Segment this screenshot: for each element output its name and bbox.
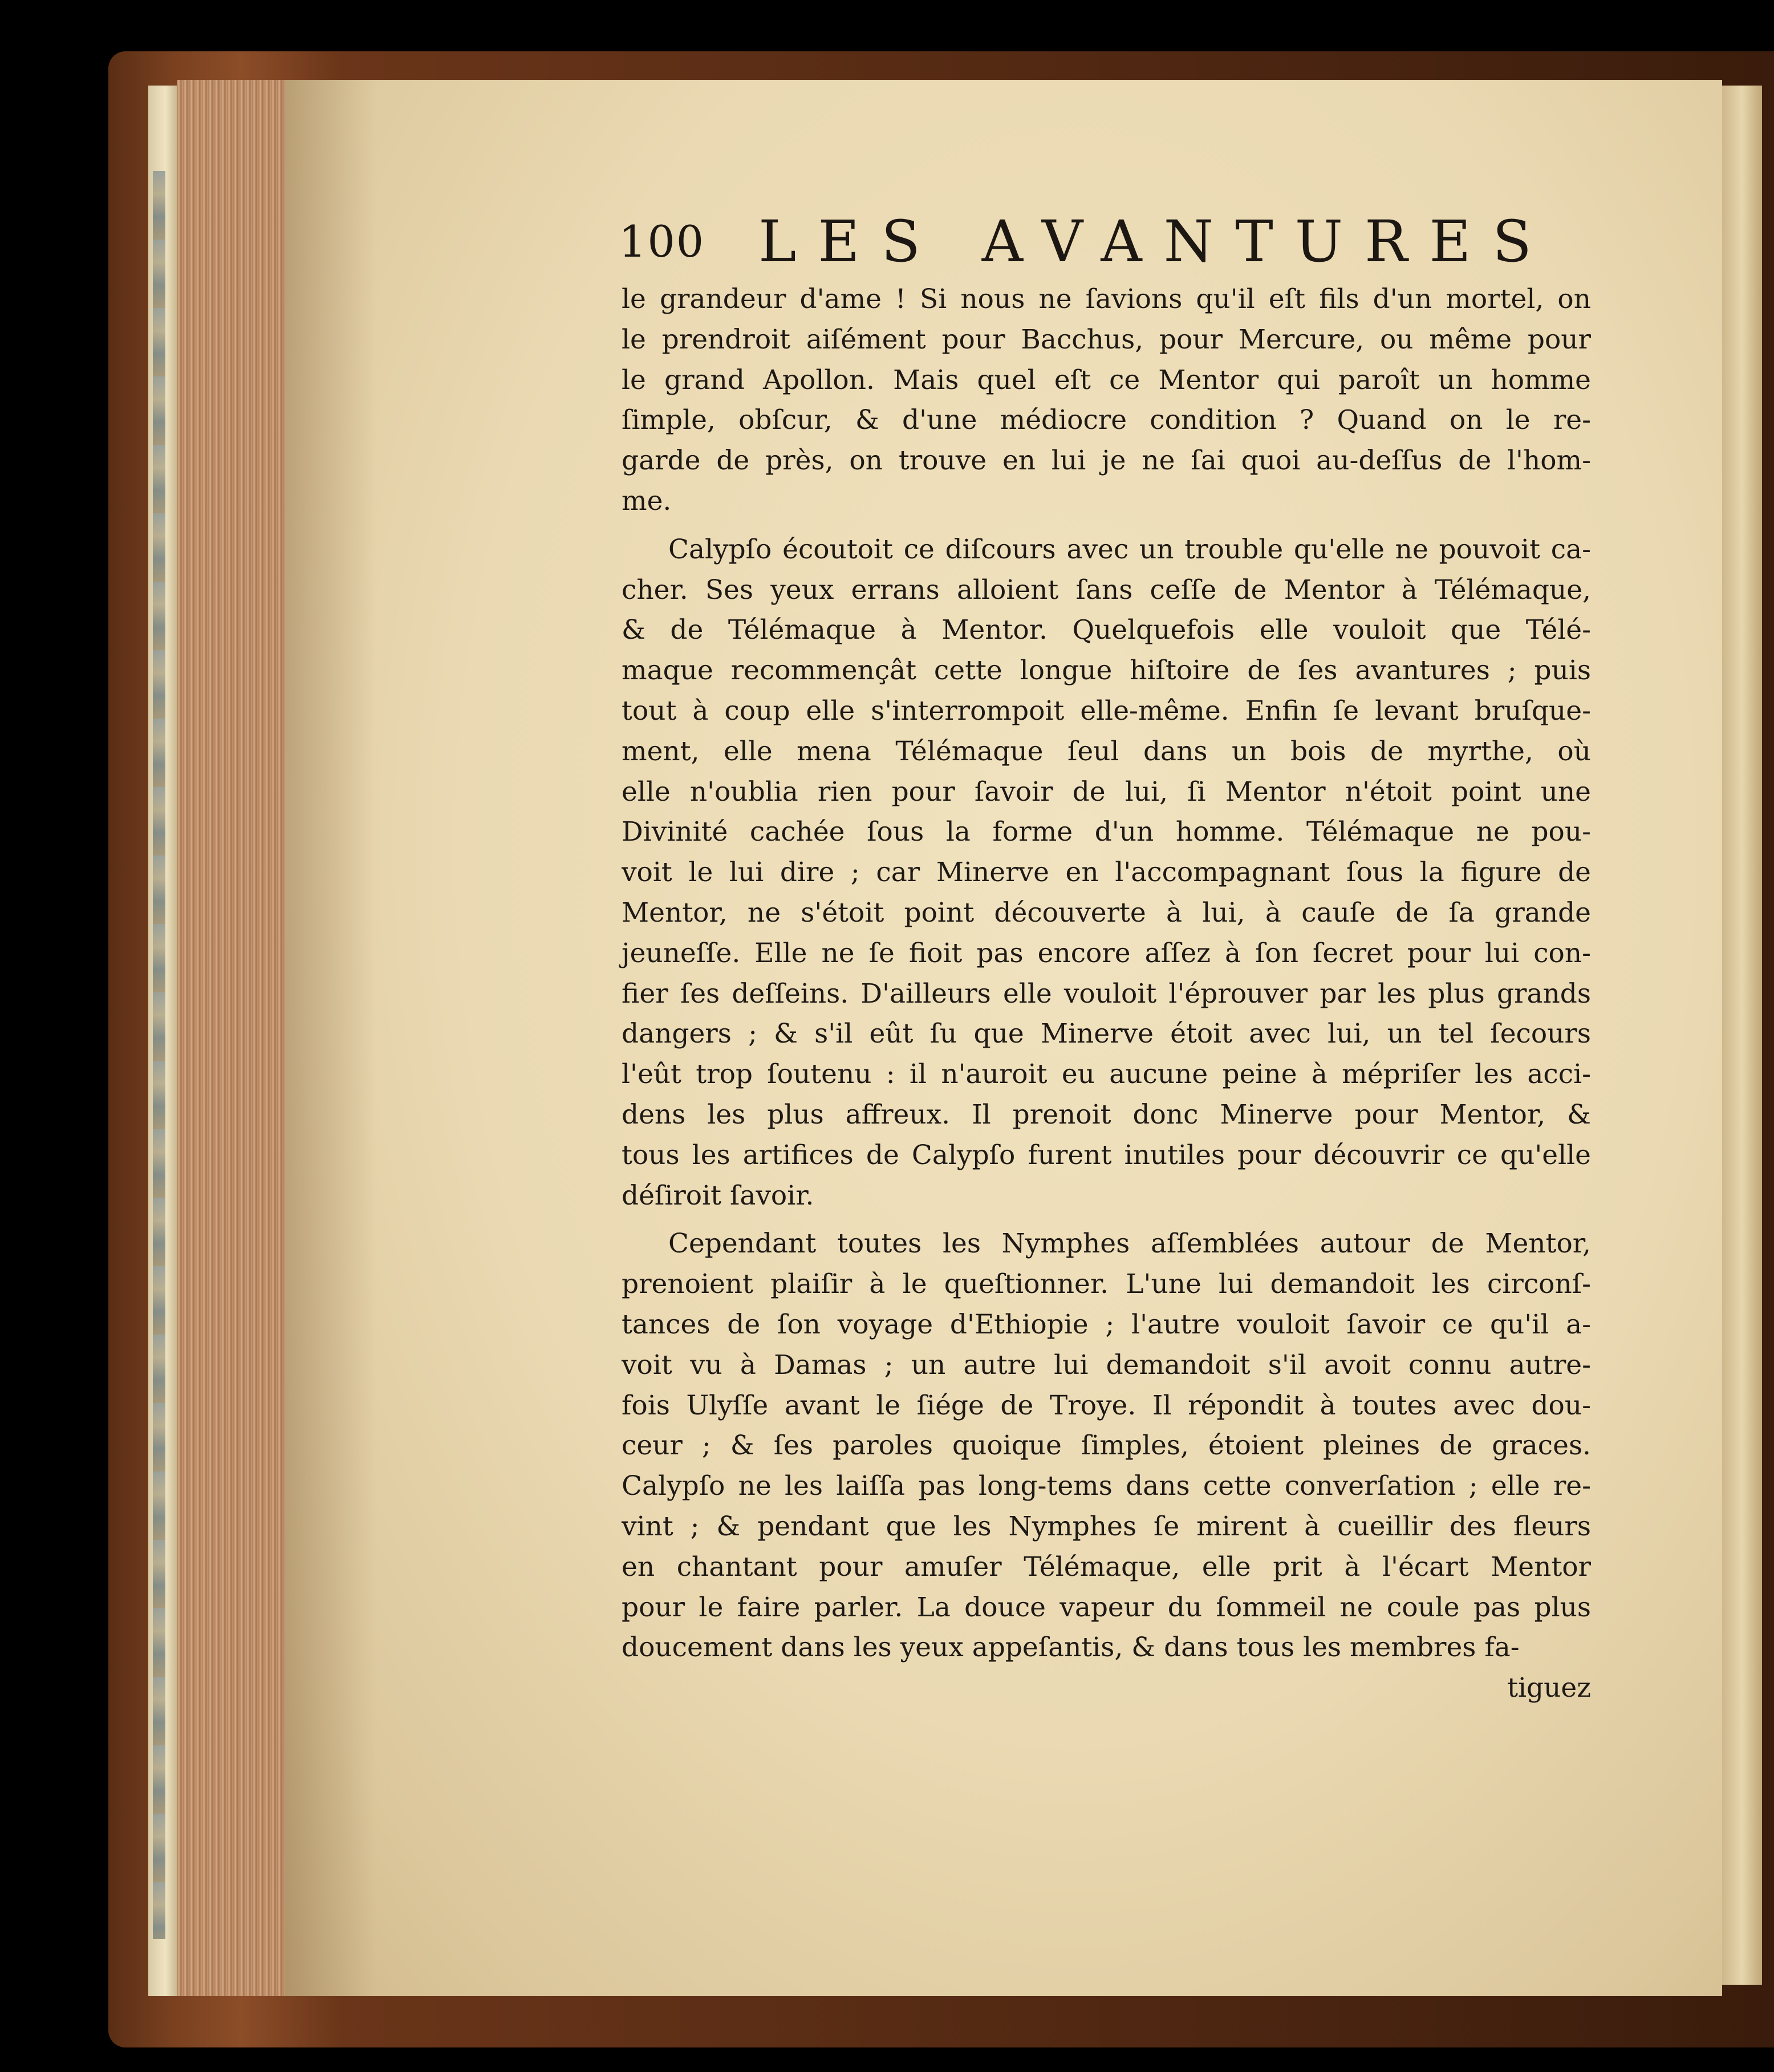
text-line: le prendroit aiſément pour Bacchus, pour Mercure, ou même pour	[622, 323, 1591, 355]
text-line: ſimple, obſcur, & d'une médiocre condition ? Quand on le re-	[622, 404, 1591, 436]
body-text	[622, 279, 1591, 1709]
text-line: vint ; & pendant que les Nymphes ſe mirent à cueillir des fleurs	[622, 1510, 1591, 1542]
text-line: tout à coup elle s'interrompoit elle-même. Enfin ſe levant bruſque-	[622, 695, 1591, 727]
running-head	[619, 208, 1588, 282]
text-line: garde de près, on trouve en lui je ne ſai quoi au-deſſus de l'hom-	[622, 445, 1591, 477]
text-line: l'eût trop ſoutenu : il n'auroit eu aucune peine à mépriſer les acci-	[622, 1059, 1591, 1090]
paragraph-gap	[622, 1216, 1591, 1224]
text-line: & de Télémaque à Mentor. Quelquefois elle vouloit que Télé-	[622, 614, 1591, 646]
text-line: maque recommençât cette longue hiſtoire de ſes avantures ; puis	[622, 655, 1591, 687]
text-line: tous les artifices de Calypſo furent inutiles pour découvrir ce qu'elle	[622, 1139, 1591, 1171]
text-line: Divinité cachée ſous la forme d'un homme. Télémaque ne pou-	[622, 816, 1591, 848]
text-line: déſiroit ſavoir.	[622, 1179, 814, 1211]
text-line: Calypſo écoutoit ce diſcours avec un trouble qu'elle ne pouvoit ca-	[668, 533, 1591, 565]
text-line: pour le faire parler. La douce vapeur du ſommeil ne coule pas plus	[622, 1591, 1591, 1623]
facing-page-edge	[1722, 86, 1762, 1985]
page-number: 100	[619, 216, 705, 267]
paragraph-gap	[622, 522, 1591, 530]
text-line: cher. Ses yeux errans alloient ſans ceſſe de Mentor à Télémaque,	[622, 574, 1591, 606]
text-line: prenoient plaiſir à le queſtionner. L'une lui demandoit les circonſ-	[622, 1268, 1591, 1300]
page-gutter-shadow	[285, 80, 376, 1996]
text-line: le grandeur d'ame ! Si nous ne ſavions qu'il eſt fils d'un mortel, on	[622, 283, 1591, 315]
catchword: tiguez	[1507, 1672, 1591, 1704]
text-line: tances de ſon voyage d'Ethiopie ; l'autre vouloit ſavoir ce qu'il a-	[622, 1308, 1591, 1340]
page-edges	[177, 80, 291, 1996]
text-line: jeuneſſe. Elle ne ſe fioit pas encore aſſez à ſon ſecret pour lui con-	[622, 937, 1591, 969]
text-line: doucement dans les yeux appeſantis, & dans tous les membres fa-	[622, 1632, 1520, 1664]
text-line: voit le lui dire ; car Minerve en l'accompagnant ſous la figure de	[622, 857, 1591, 889]
text-line: en chantant pour amuſer Télémaque, elle prit à l'écart Mentor	[622, 1551, 1591, 1583]
text-line: Calypſo ne les laiſſa pas long-tems dans cette converſation ; elle re-	[622, 1470, 1591, 1502]
text-line: ment, elle mena Télémaque ſeul dans un bois de myrthe, où	[622, 735, 1591, 767]
text-line: voit vu à Damas ; un autre lui demandoit s'il avoit connu autre-	[622, 1349, 1591, 1381]
text-line: me.	[622, 485, 672, 517]
text-line: dens les plus affreux. Il prenoit donc Minerve pour Mentor, &	[622, 1098, 1591, 1130]
text-line: dangers ; & s'il eût ſu que Minerve étoit avec lui, un tel ſecours	[622, 1018, 1591, 1050]
running-title: LES AVANTURES	[758, 208, 1553, 275]
text-line: le grand Apollon. Mais quel eſt ce Mentor qui paroît un homme	[622, 364, 1591, 396]
text-line: ceur ; & ſes paroles quoique ſimples, étoient pleines de graces.	[622, 1430, 1591, 1462]
marbled-endpaper	[153, 171, 165, 1939]
text-line: fois Ulyſſe avant le ſiége de Troye. Il répondit à toutes avec dou-	[622, 1389, 1591, 1421]
text-line: fier ſes deſſeins. D'ailleurs elle vouloit l'éprouver par les plus grands	[622, 978, 1591, 1009]
text-line: Cependant toutes les Nymphes aſſemblées autour de Mentor,	[668, 1228, 1591, 1260]
text-line: Mentor, ne s'étoit point découverte à lui, à cauſe de ſa grande	[622, 897, 1591, 928]
text-line: elle n'oublia rien pour ſavoir de lui, ſi Mentor n'étoit point une	[622, 776, 1591, 808]
